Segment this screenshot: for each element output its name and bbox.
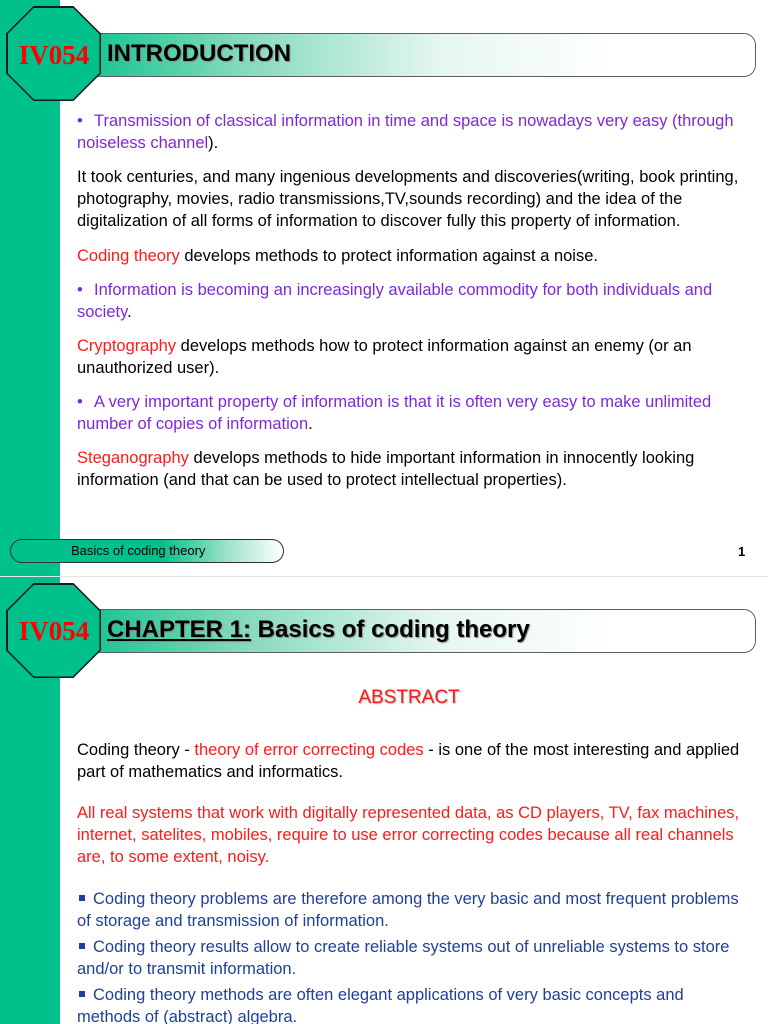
paragraph-coding-theory-definition: Coding theory - theory of error correcting codes - is one of the most interesting and applied part of mathematics and informatics. — [77, 741, 740, 781]
bullet-marker: • — [77, 112, 83, 130]
bullet-results: Coding theory results allow to create reliable systems out of unreliable systems to store and/or to transmit information. — [77, 938, 730, 978]
paragraph-cryptography: Cryptography develops methods how to protect information against an enemy (or an unauthorized user). — [77, 337, 692, 377]
paragraph-steganography: Steganography develops methods to hide important information in innocently looking information (and that can be used to protect intellectual properties). — [77, 449, 695, 489]
page-number: 1 — [738, 544, 746, 559]
bullet-problems: Coding theory problems are therefore among the very basic and most frequent problems of storage and transmission of information. — [77, 890, 739, 930]
slide-title: CHAPTER 1: Basics of coding theory — [107, 616, 530, 643]
slide-body — [77, 739, 747, 1024]
bullet-methods: Coding theory methods are often elegant applications of very basic concepts and methods of (abstract) algebra. — [77, 986, 684, 1024]
bullet-marker: • — [77, 281, 83, 299]
paragraph-information-commodity: • Information is becoming an increasingly available commodity for both individuals and society. — [77, 281, 713, 321]
abstract-heading: ABSTRACT — [358, 687, 460, 708]
paragraph-coding-theory: Coding theory develops methods to protect information against a noise. — [77, 247, 598, 265]
slide-title: INTRODUCTION — [107, 40, 291, 67]
paragraph-centuries: It took centuries, and many ingenious developments and discoveries(writing, book printing, photography, movies, radio transmissions,TV,sounds recording) and the idea of the digitalization of all forms of information to discover fully this property of information. — [77, 168, 739, 230]
square-bullet-icon — [79, 943, 85, 949]
footer-pill — [10, 539, 284, 563]
paragraph-real-systems: All real systems that work with digitally represented data, as CD players, TV, fax machines, internet, satelites, mobiles, require to use error correcting codes because all real channels are, to some extent, noisy. — [77, 804, 740, 866]
slide-chapter-1 — [0, 577, 768, 1024]
paragraph-classical-transmission: • Transmission of classical information in time and space is nowadays very easy (through noiseless channel). — [77, 112, 734, 152]
square-bullet-icon — [79, 991, 85, 997]
square-bullet-icon — [79, 895, 85, 901]
course-badge: IV054 — [18, 40, 90, 70]
course-badge: IV054 — [18, 616, 90, 646]
bullet-marker: • — [77, 393, 83, 411]
footer-label: Basics of coding theory — [71, 543, 206, 558]
paragraph-copies: • A very important property of information is that it is often very easy to make unlimited number of copies of information. — [77, 393, 712, 433]
slide-body — [77, 110, 747, 491]
